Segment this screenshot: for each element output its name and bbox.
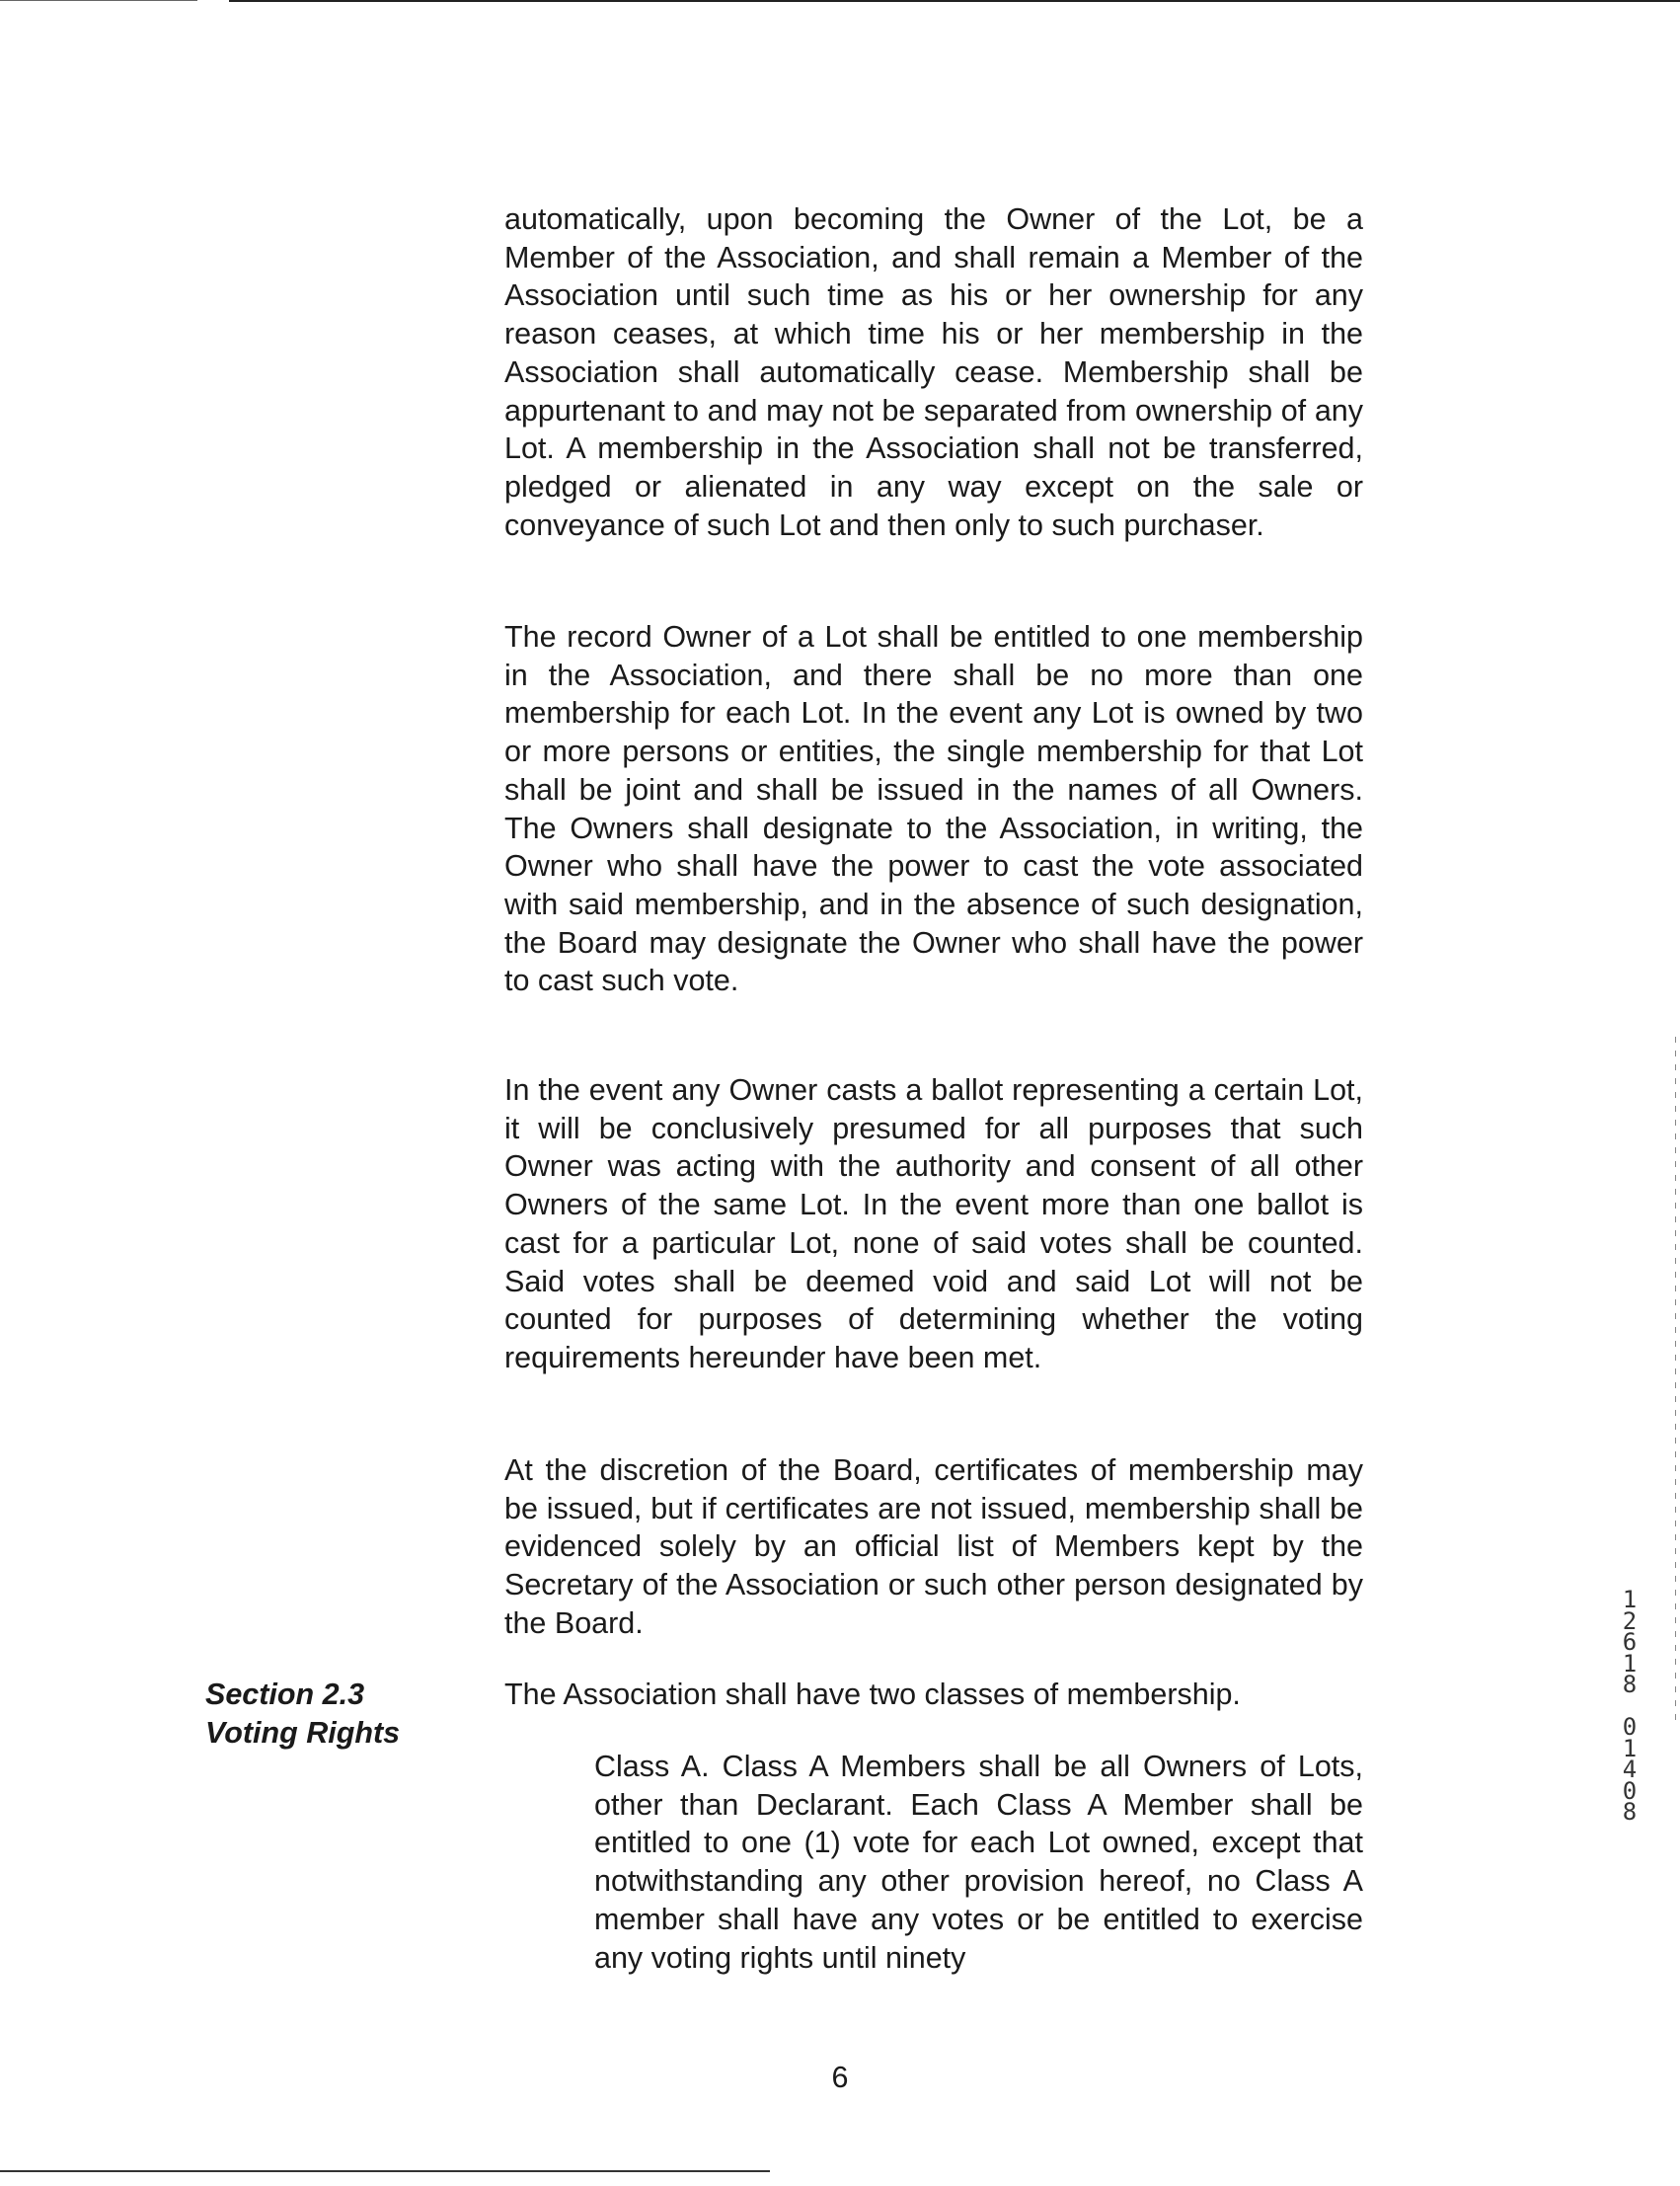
membership-paragraph-1: automatically, upon becoming the Owner of the Lot, be a Member of the Association, and shall remain a Member of the Association until such time as his or her ownership for any reason ceases, at which time his or her membership in the Association shall automatically cease. Membership shall be appurtenant to and may not be separated from ownership of any Lot. A membership in the Association shall not be transferred, pledged or alienated in any way except on the sale or conveyance of such Lot and then only to such purchaser. [504,202,1363,542]
scan-edge-marks [1675,1037,1676,1728]
membership-paragraph-4: At the discretion of the Board, certificates of membership may be issued, but if certificates are not issued, membership shall be evidenced solely by an official list of Members kept by the Secretary of the Association or such other person designated by the Board. [504,1453,1363,1640]
membership-paragraph-3: In the event any Owner casts a ballot representing a certain Lot, it will be conclusively presumed for all purposes that such Owner was acting with the authority and consent of all other Owners of the same Lot. In the event more than one ballot is cast for a particular Lot, none of said votes shall be counted. Said votes shall be deemed void and said Lot will not be counted for purposes of determining whether the voting requirements hereunder have been met. [504,1073,1363,1374]
page-number: 6 [831,2061,849,2094]
scan-edge-line [0,0,197,1]
section-heading [205,1676,442,1752]
section-intro: The Association shall have two classes of membership. [504,1678,1241,1711]
scan-edge-line [0,2170,770,2172]
scan-edge-line [229,0,1680,2]
section-number: Section 2.3 [205,1678,365,1711]
section-title: Voting Rights [205,1715,401,1750]
recording-number: 1 2 6 1 8 0 1 4 0 8 [1622,1586,1638,1826]
membership-paragraph-2: The record Owner of a Lot shall be entitled to one membership in the Association, and there shall be no more than one membership for each Lot. In the event any Lot is owned by two or more persons or entities, the single membership for that Lot shall be joint and shall be issued in the names of all Owners. The Owners shall designate to the Association, in writing, the Owner who shall have the power to cast the vote associated with said membership, and in the absence of such designation, the Board may designate the Owner who shall have the power to cast such vote. [504,620,1363,998]
class-a-paragraph: Class A. Class A Members shall be all Owners of Lots, other than Declarant. Each Class A Member shall be entitled to one (1) vote for each Lot owned, except that notwithstanding any other provision hereof, no Class A member shall have any votes or be entitled to exercise any voting rights until ninety [594,1750,1363,1975]
